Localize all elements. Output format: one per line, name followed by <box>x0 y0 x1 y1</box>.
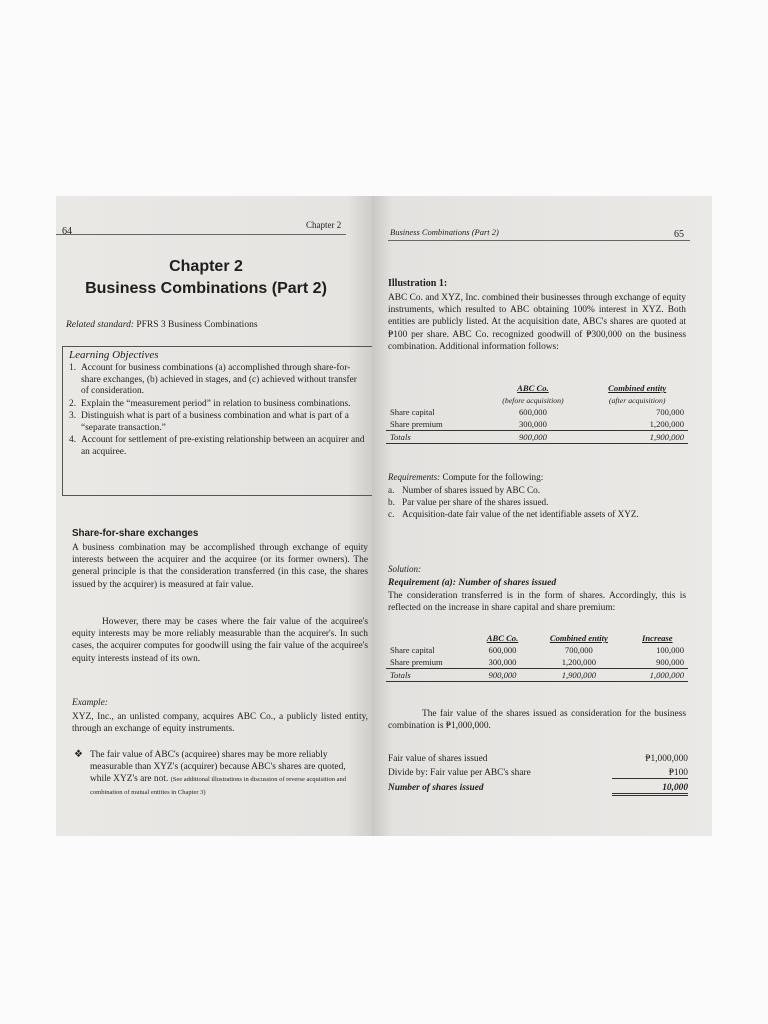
calc-label: Divide by: Fair value per ABC's share <box>388 768 531 778</box>
table-row: Share premium 300,000 1,200,000 <box>390 419 684 429</box>
col-header: ABC Co. <box>486 633 519 643</box>
left-page <box>56 196 372 836</box>
calc-label: Number of shares issued <box>388 783 484 793</box>
solution-label: Solution: <box>388 564 421 574</box>
objective-item: 3. Distinguish what is part of a business combination and what is part of a “separate transaction.” <box>69 411 349 433</box>
table-row: Totals 900,000 1,900,000 <box>386 431 688 444</box>
col-subheader: (before acquisition) <box>502 395 564 405</box>
table-row: Totals 900,000 1,900,000 1,000,000 <box>386 669 688 682</box>
requirement-item: a. Number of shares issued by ABC Co. <box>388 485 541 495</box>
table-row: Share capital 600,000 700,000 100,000 <box>390 645 684 655</box>
col-subheader: (after acquisition) <box>608 395 666 405</box>
col-header: Combined entity <box>549 633 608 643</box>
header-rule <box>388 240 690 241</box>
col-header: Increase <box>642 633 673 643</box>
illustration-text: ABC Co. and XYZ, Inc. combined their businesses through exchange of equity instruments, which resulted to ABC obtaining 100% interest in XYZ. Both entities are publicly listed. At the acquisition date, ABC's shares are quoted at ₱100 per share. ABC Co. recognized goodwill of ₱300,000 on the business combination. Additional information follows: <box>388 293 686 352</box>
bullet-main: The fair value of ABC's (acquiree) shares may be more reliably measurable than XYZ's (acquirer) because ABC's shares are quoted, while XYZ's are not. <box>90 750 346 784</box>
calc-value: ₱1,000,000 <box>645 754 688 764</box>
chapter-subtitle: Business Combinations (Part 2) <box>85 280 327 297</box>
table-row: Share capital 600,000 700,000 <box>390 407 684 417</box>
page-number: 64 <box>62 226 72 237</box>
requirements-line <box>388 472 543 482</box>
running-header: Business Combinations (Part 2) <box>390 227 499 237</box>
objectives-title: Learning Objectives <box>69 349 159 361</box>
increase-table <box>386 632 688 682</box>
fair-value-text: The fair value of the shares issued as consideration for the business combination is ₱1,000,000. <box>388 709 686 732</box>
bullet-note: (See additional illustrations in discussion of reverse acquisition and combination of mutual entities in Chapter 3) <box>90 776 347 796</box>
page-number: 65 <box>674 229 684 240</box>
running-header: Chapter 2 <box>306 220 342 230</box>
calc-label: Fair value of shares issued <box>388 754 488 764</box>
paragraph-1: A business combination may be accomplished through exchange of equity interests between the acquirer and the acquiree (or its former owners). The general principle is that the consideration transferred (in this case, the shares issued by the acquirer) is measured at fair value. <box>72 543 368 590</box>
requirements-intro: Compute for the following: <box>442 472 544 482</box>
requirement-a-heading: Requirement (a): Number of shares issued <box>388 577 557 588</box>
requirement-item: b. Par value per share of the shares issued. <box>388 496 549 507</box>
calc-value: 10,000 <box>612 783 688 796</box>
learning-objectives-box <box>62 346 372 496</box>
illustration-heading: Illustration 1: <box>388 278 448 289</box>
related-standard <box>66 320 356 330</box>
col-header: Combined entity <box>608 383 667 393</box>
related-standard-label: Related standard: <box>66 320 134 330</box>
objective-item: 2. Explain the “measurement period” in relation to business combinations. <box>69 398 351 409</box>
paragraph-2: However, there may be cases where the fair value of the acquiree's equity interests may be more reliably measurable than the acquirer's. In such cases, the acquirer computes for goodwill using the fair value of the acquiree's equity interests instead of its own. <box>72 617 368 664</box>
bullet-icon: ❖ <box>74 749 83 760</box>
requirement-item: c. Acquisition-date fair value of the net identifiable assets of XYZ. <box>388 508 639 519</box>
objective-item: 4. Account for settlement of pre-existing relationship between an acquirer and an acquiree. <box>69 435 365 457</box>
right-page <box>372 196 712 836</box>
table-row: Share premium 300,000 1,200,000 900,000 <box>390 657 684 667</box>
col-header: ABC Co. <box>517 383 549 393</box>
example-text: XYZ, Inc., an unlisted company, acquires ABC Co., a publicly listed entity, through an exchange of equity instruments. <box>72 712 368 735</box>
requirements-label: Requirements: <box>388 472 441 482</box>
objective-item: 1. Account for business combinations (a) accomplished through share-for-share exchanges, (b) achieved in stages, and (c) achieved without transfer of consideration. <box>69 363 357 396</box>
header-rule <box>56 234 346 235</box>
example-label: Example: <box>72 698 108 708</box>
book-spread <box>56 196 712 836</box>
requirement-a-text: The consideration transferred is in the form of shares. Accordingly, this is reflected on the increase in share capital and share premium: <box>388 591 686 614</box>
objectives-list <box>67 363 365 459</box>
bullet-text <box>90 749 368 799</box>
chapter-title: Chapter 2 <box>169 258 243 275</box>
requirements-list <box>386 485 686 520</box>
calc-value: ₱100 <box>612 768 688 779</box>
related-standard-value: PFRS 3 Business Combinations <box>136 320 258 330</box>
section-heading: Share-for-share exchanges <box>72 528 199 539</box>
info-table <box>386 382 688 444</box>
